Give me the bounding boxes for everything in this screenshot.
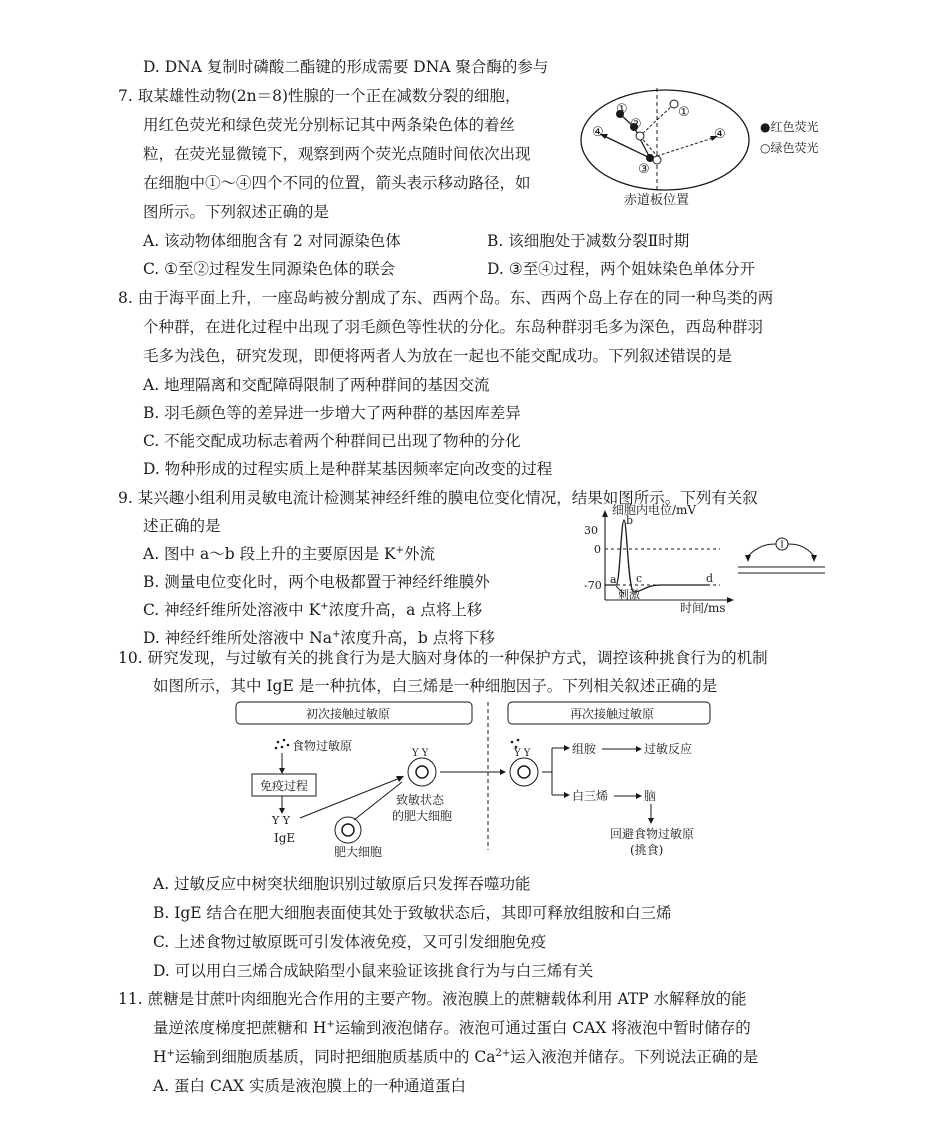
legend-red: ●红色荧光 bbox=[760, 120, 819, 134]
green-dot-3 bbox=[653, 156, 661, 164]
q11-stem-line: H+运输到细胞质基质，同时把细胞质基质中的 $Ca^{2+}$运入液泡并储存。下列说法正确的是 bbox=[153, 1047, 759, 1066]
svg-text:Y Y: Y Y bbox=[272, 814, 291, 827]
q11-stem-line: 量逆浓度梯度把蔗糖和 H+运输到液泡储存。液泡可通过蛋白 CAX 将液泡中暂时储存的 bbox=[153, 1018, 751, 1037]
q8-stem-line: 8. 由于海平面上升，一座岛屿被分割成了东、西两个岛。东、西两个岛上存在的同一种鸟类的两 bbox=[118, 289, 774, 307]
q8-option-d: D. 物种形成的过程实质上是种群某基因频率定向改变的过程 bbox=[143, 460, 553, 478]
svg-text:Y Y: Y Y bbox=[412, 748, 429, 759]
q7-stem-line: 在细胞中①～④四个不同的位置，箭头表示移动路径，如 bbox=[143, 174, 531, 192]
q8-stem-line: 个种群，在进化过程中出现了羽毛颜色等性状的分化。东岛种群羽毛多为深色，西岛种群羽 bbox=[143, 318, 764, 336]
sensitized-label: 的肥大细胞 bbox=[392, 809, 453, 823]
marker-label: ② bbox=[630, 117, 642, 132]
q9-option-b: B. 测量电位变化时，两个电极都置于神经纤维膜外 bbox=[143, 573, 490, 591]
mast-cell-label: 肥大细胞 bbox=[334, 845, 383, 859]
q9-stem-line: 9. 某兴趣小组利用灵敏电流计检测某神经纤维的膜电位变化情况，结果如图所示。下列有关叙 bbox=[118, 489, 758, 507]
point-label: c bbox=[636, 572, 643, 585]
green-dot-2 bbox=[636, 132, 644, 140]
q10-stem-line: 如图所示，其中 IgE 是一种抗体，白三烯是一种细胞因子。下列相关叙述正确的是 bbox=[153, 677, 718, 695]
brain-label: 脑 bbox=[644, 789, 657, 803]
q9-option-d: D. 神经纤维所处溶液中 Na+浓度升高，b 点将下移 bbox=[143, 628, 495, 647]
avoid-label: (挑食) bbox=[630, 843, 664, 857]
point-label: b bbox=[626, 514, 634, 527]
q10-figure bbox=[230, 700, 720, 860]
legend-green: ○绿色荧光 bbox=[760, 141, 819, 155]
q9-option-a: A. 图中 a～b 段上升的主要原因是 K+外流 bbox=[143, 544, 435, 563]
marker-label: ④ bbox=[592, 125, 604, 140]
food-allergen-label: 食物过敏原 bbox=[292, 739, 353, 753]
q7-option-c: C. ①至②过程发生同源染色体的联会 bbox=[143, 260, 396, 278]
q6-option-d: D. DNA 复制时磷酸二酯键的形成需要 DNA 聚合酶的参与 bbox=[143, 58, 549, 76]
q9-option-c: C. 神经纤维所处溶液中 K+浓度升高，a 点将上移 bbox=[143, 600, 483, 619]
q11-option-a: A. 蛋白 CAX 实质是液泡膜上的一种通道蛋白 bbox=[153, 1077, 466, 1095]
sensitized-label: 致敏状态 bbox=[396, 793, 445, 807]
q10-option-a: A. 过敏反应中树突状细胞识别过敏原后只发挥吞噬功能 bbox=[153, 875, 531, 893]
y-tick: 30 bbox=[584, 524, 598, 537]
q7-option-b: B. 该细胞处于减数分裂Ⅱ时期 bbox=[487, 232, 690, 250]
q9-stem-line: 述正确的是 bbox=[143, 517, 221, 535]
q7-stem-line: 7. 取某雄性动物(2n＝8)性腺的一个正在减数分裂的细胞， bbox=[118, 87, 521, 105]
avoid-label: 回避食物过敏原 bbox=[610, 827, 695, 841]
figure-caption: 赤道板位置 bbox=[624, 193, 690, 208]
q7-stem-line: 图所示。下列叙述正确的是 bbox=[143, 203, 330, 221]
histamine-label: 组胺 bbox=[572, 742, 597, 756]
marker-label: ③ bbox=[638, 162, 650, 177]
allergic-reaction-label: 过敏反应 bbox=[644, 742, 693, 756]
q10-option-b: B. IgE 结合在肥大细胞表面使其处于致敏状态后，其即可释放组胺和白三烯 bbox=[153, 904, 672, 922]
green-dot-1 bbox=[670, 100, 678, 108]
leukotriene-label: 白三烯 bbox=[572, 789, 609, 803]
q7-figure bbox=[570, 86, 840, 208]
q7-stem-line: 用红色荧光和绿色荧光分别标记其中两条染色体的着丝 bbox=[143, 116, 516, 134]
q7-option-d: D. ③至④过程，两个姐妹染色单体分开 bbox=[487, 260, 756, 278]
q10-stem-line: 10. 研究发现，与过敏有关的挑食行为是大脑对身体的一种保护方式，调控该种挑食行为的机制 bbox=[118, 649, 768, 667]
q10-option-c: C. 上述食物过敏原既可引发体液免疫，又可引发细胞免疫 bbox=[153, 933, 547, 951]
marker-label: ① bbox=[678, 105, 690, 120]
point-label: a bbox=[610, 573, 617, 586]
immune-process-box: 免疫过程 bbox=[260, 779, 309, 793]
q8-option-b: B. 羽毛颜色等的差异进一步增大了两种群的基因库差异 bbox=[143, 404, 521, 422]
potential-curve bbox=[605, 520, 710, 592]
first-contact-title: 初次接触过敏原 bbox=[306, 707, 391, 721]
marker-label: ④ bbox=[714, 127, 726, 142]
stimulus-label: 刺激 bbox=[618, 588, 640, 601]
svg-text:Y Y: Y Y bbox=[514, 748, 531, 759]
q7-option-a: A. 该动物体细胞含有 2 对同源染色体 bbox=[143, 232, 401, 250]
q8-stem-line: 毛多为浅色，研究发现，即便将两者人为放在一起也不能交配成功。下列叙述错误的是 bbox=[143, 347, 733, 365]
marker-label: ① bbox=[616, 102, 628, 117]
q10-option-d: D. 可以用白三烯合成缺陷型小鼠来验证该挑食行为与白三烯有关 bbox=[153, 962, 594, 980]
x-axis-label: 时间/ms bbox=[680, 601, 726, 615]
q8-option-c: C. 不能交配成功标志着两个种群间已出现了物种的分化 bbox=[143, 432, 521, 450]
q7-stem-line: 粒，在荧光显微镜下，观察到两个荧光点随时间依次出现 bbox=[143, 145, 531, 163]
q8-option-a: A. 地理隔离和交配障碍限制了两种群间的基因交流 bbox=[143, 376, 490, 394]
q9-figure bbox=[570, 500, 840, 622]
y-tick: -70 bbox=[584, 579, 602, 592]
y-tick: 0 bbox=[594, 543, 601, 556]
q11-stem-line: 11. 蔗糖是甘蔗叶肉细胞光合作用的主要产物。液泡膜上的蔗糖载体利用 ATP 水解释放的能 bbox=[118, 990, 747, 1008]
ige-label: IgE bbox=[274, 831, 296, 845]
y-axis-label: 细胞内电位/mV bbox=[612, 503, 697, 517]
second-contact-title: 再次接触过敏原 bbox=[570, 707, 655, 721]
point-label: d bbox=[706, 572, 714, 585]
